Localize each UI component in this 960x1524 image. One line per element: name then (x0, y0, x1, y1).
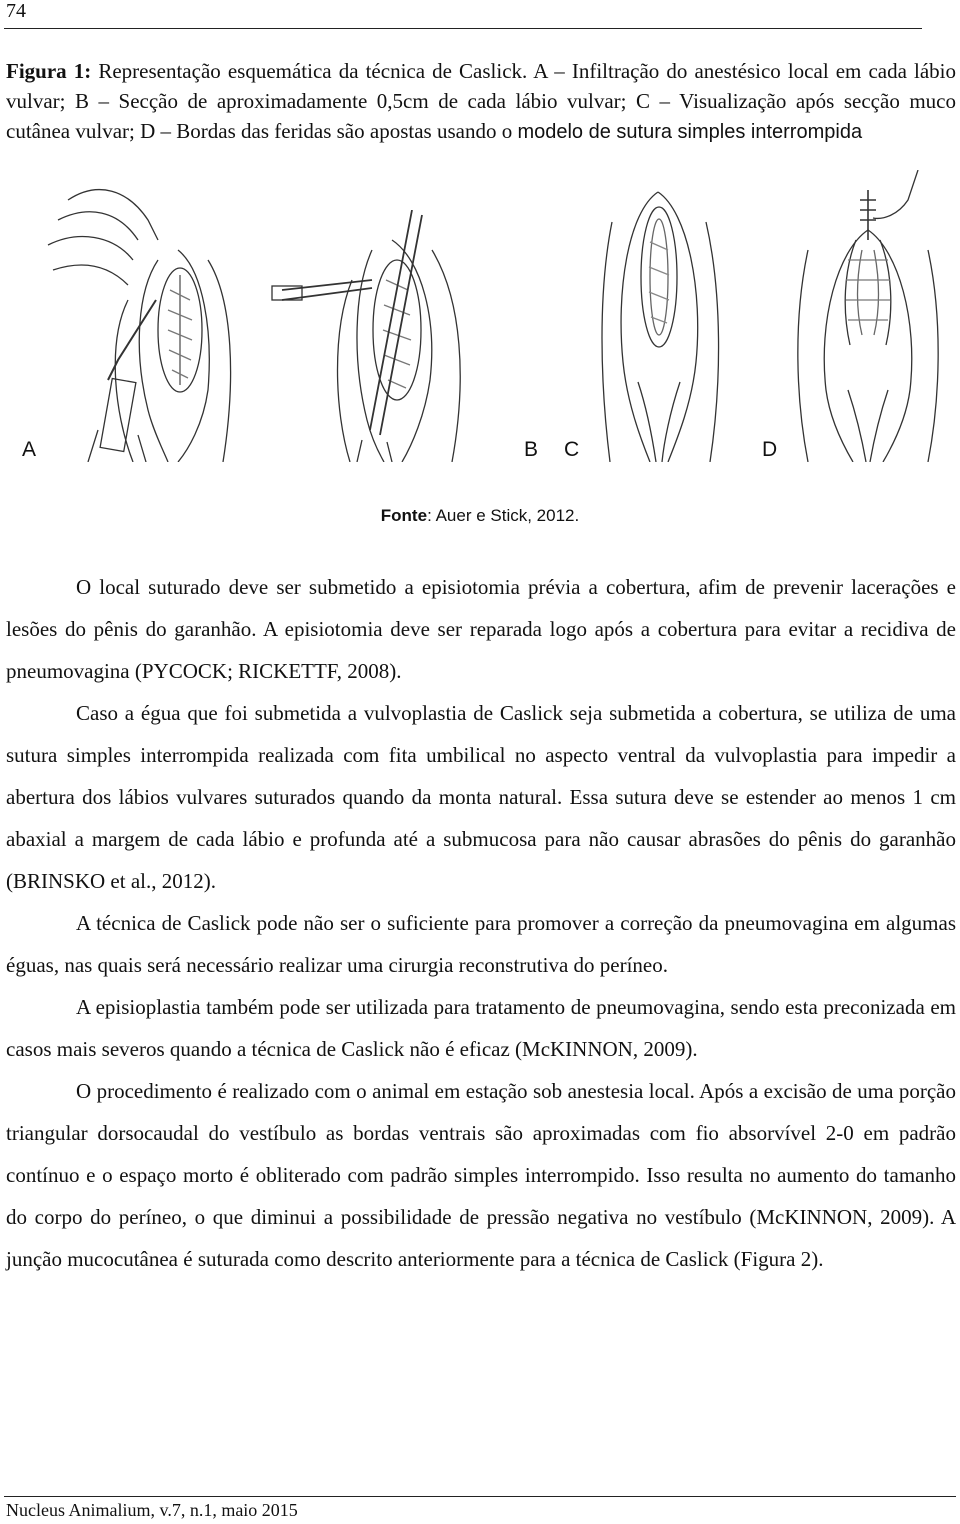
footer-citation: Nucleus Animalium, v.7, n.1, maio 2015 (6, 1500, 298, 1520)
illustration-panel-a (38, 180, 238, 462)
page-number: 74 (6, 0, 26, 22)
body-text (6, 566, 956, 1280)
paragraph-5: O procedimento é realizado com o animal em estação sob anestesia local. Após a excisão de uma porção triangular dorsocaudal do vestíbulo as bordas ventrais são aproximadas com fio absorvível 2-0 em padrão contínuo e o espaço morto é obliterado com padrão simples interrompido. Isso resulta no aumento do tamanho do corpo do períneo, o que diminui a possibilidade de pressão negativa no vestíbulo (McKINNON, 2009). A junção mucocutânea é suturada como descrito anteriormente para a técnica de Caslick (Figura 2). (6, 1079, 956, 1271)
caption-label: Figura 1: (6, 59, 92, 83)
footer-divider (4, 1496, 956, 1497)
source-text: : Auer e Stick, 2012. (427, 506, 580, 525)
panel-letter-c: C (564, 438, 580, 461)
illustration-panel-d (778, 170, 940, 462)
figure-caption (6, 56, 956, 147)
illustration-panel-c (598, 182, 724, 462)
panel-letter-a: A (22, 438, 37, 461)
caption-tail: modelo de sutura simples interrompida (517, 121, 863, 143)
figure-source (0, 506, 960, 526)
paragraph-1: O local suturado deve ser submetido a episiotomia prévia a cobertura, afim de prevenir lacerações e lesões do pênis do garanhão. A episiotomia deve ser reparada logo após a cobertura para evitar a recidiva de pneumovagina (PYCOCK; RICKETTF, 2008). (6, 575, 956, 683)
header-divider (4, 28, 922, 29)
paragraph-4: A episioplastia também pode ser utilizada para tratamento de pneumovagina, sendo esta preconizada em casos mais severos quando a técnica de Caslick não é eficaz (McKINNON, 2009). (6, 995, 956, 1061)
caption-text: Representação esquemática da técnica de Caslick. A – Infiltração do anestésico local em cada lábio vulvar; B – Secção de aproximadamente 0,5cm de cada lábio vulvar; C – Visualização após secção muco cutânea vulvar; D – Bordas das feridas são apostas usando o (6, 59, 957, 143)
source-label: Fonte (380, 506, 428, 525)
paragraph-2: Caso a égua que foi submetida a vulvoplastia de Caslick seja submetida a cobertura, se utiliza de uma sutura simples interrompida realizada com fita umbilical no aspecto ventral da vulvoplastia para impedir a abertura dos lábios vulvares suturados quando da monta natural. Essa sutura deve se estender ao menos 1 cm abaxial a margem de cada lábio e profunda até a submucosa para não causar abrasões do pênis do garanhão (BRINSKO et al., 2012). (6, 701, 956, 893)
figure-caslick-technique (0, 170, 960, 470)
illustration-panel-b (262, 210, 488, 462)
panel-letter-b: B (524, 438, 539, 461)
panel-letter-d: D (762, 438, 778, 461)
paragraph-3: A técnica de Caslick pode não ser o suficiente para promover a correção da pneumovagina em algumas éguas, nas quais será necessário realizar uma cirurgia reconstrutiva do períneo. (6, 911, 956, 977)
